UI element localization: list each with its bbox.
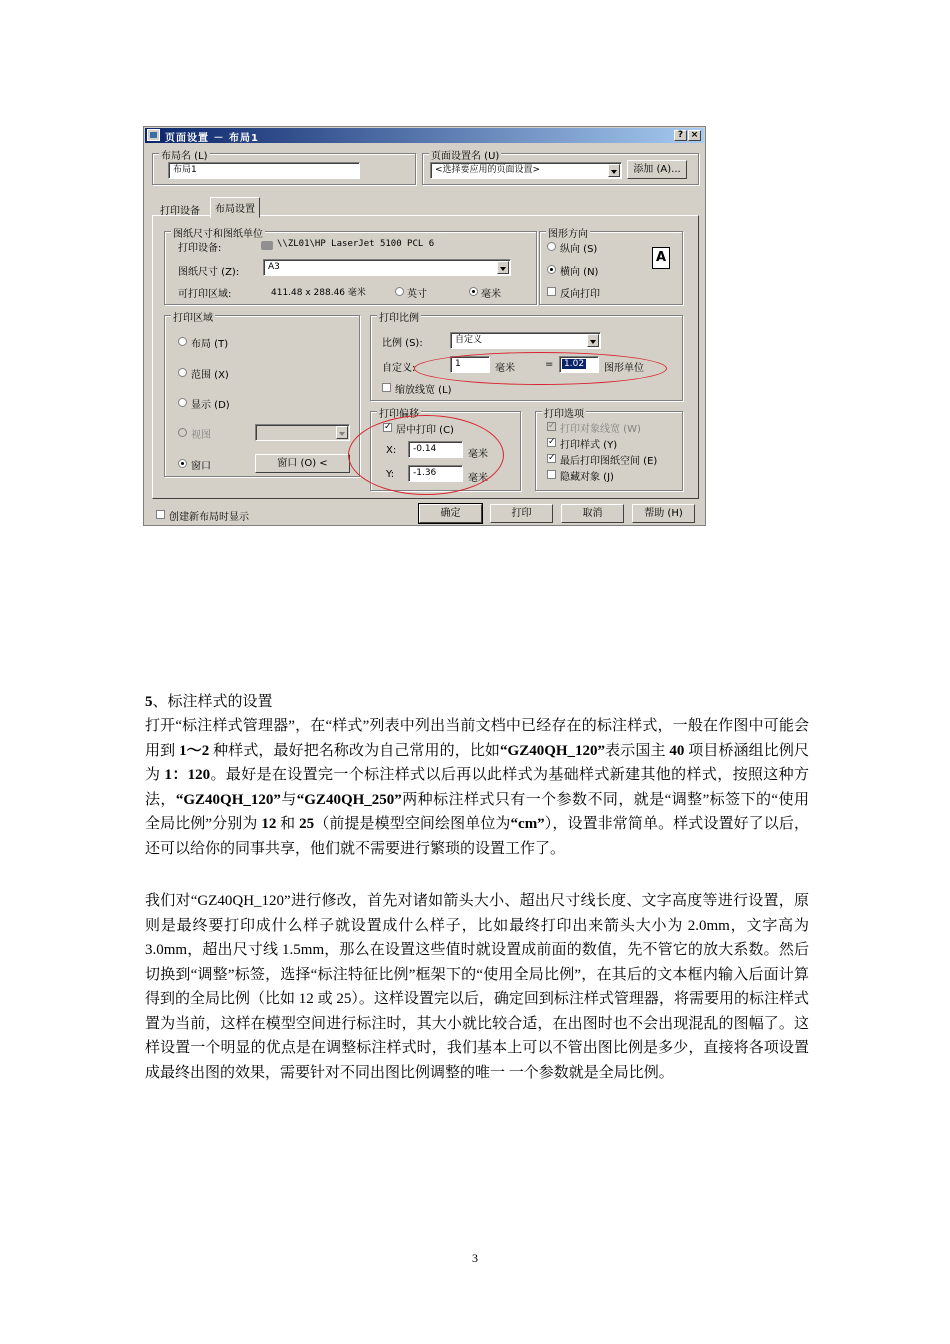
show-on-new-layout-label: 创建新布局时显示 [169, 512, 249, 523]
close-icon[interactable]: × [688, 130, 701, 141]
dialog-titlebar[interactable] [145, 128, 704, 143]
orientation-preview-icon: A [652, 247, 670, 269]
scale-lineweights-checkbox[interactable] [382, 383, 391, 392]
chevron-down-icon[interactable] [497, 261, 509, 274]
paragraph-2: 我们对“GZ40QH_120”进行修改，首先对诸如箭头大小、超出尺寸线长度、文字高度等进行设置，原则是最终要打印成什么样子就设置成什么样子，比如最终打印出来箭头大小为 2.0mm，文字高为 3.0mm，超出尺寸线 1.5mm，那么在设置这些值时就设置成前面的数值，先不管它的放大系数。然后切换到“调整”标签，选择“标注特征比例”框架下的“使用全局比例”，在其后的文本框内输入后面计算得到的全局比例（比如 12 或 25）。这样设置完以后，确定回到标注样式管理器，将需要用的标注样式置为当前，这样在模型空间进行标注时，其大小就比较合适，在出图时也不会出现混乱的图幅了。这样设置一个明显的优点是在调整标注样式时，我们基本上可以不管出图比例是多少，直接将各项设置成最终出图的效果，需要针对不同出图比例调整的唯一 一个参数就是全局比例。 [145, 893, 809, 1081]
x-offset-unit: 毫米 [468, 449, 488, 460]
layout-radio-label: 布局 (T) [191, 339, 229, 350]
page-setup-name-select[interactable] [430, 162, 622, 179]
paper-size-group-title: 图纸尺寸和图纸单位 [171, 225, 265, 240]
landscape-radio[interactable] [547, 265, 556, 274]
chevron-down-icon[interactable] [336, 426, 348, 439]
extents-radio[interactable] [178, 368, 187, 377]
center-plot-checkbox[interactable]: ✓ [384, 422, 392, 432]
paragraph-1-run: 与 [280, 791, 297, 808]
reverse-checkbox[interactable] [547, 287, 556, 296]
paragraph-1-run: 。最好是在设置完一个标注样式以后再以此样式为基础样式新建其他的样式，按照这种方法， [145, 767, 809, 808]
hide-objects-checkbox[interactable] [547, 470, 556, 479]
plot-button[interactable]: 打印 [490, 504, 553, 523]
x-offset-input[interactable]: -0.14 [408, 441, 463, 458]
y-offset-input[interactable]: -1.36 [408, 465, 463, 482]
window-radio-label: 窗口 [191, 461, 211, 472]
paragraph-1-run: 和 [276, 816, 300, 832]
page-setup-name-label: 页面设置名 (U) [429, 147, 501, 162]
help-button[interactable]: 帮助 (H) [632, 504, 695, 523]
cancel-button[interactable]: 取消 [561, 504, 624, 523]
custom-mm-input[interactable]: 1 [450, 356, 490, 373]
inch-radio[interactable] [395, 287, 404, 296]
paragraph-1-run: “GZ40QH_250” [296, 791, 402, 808]
printer-icon [261, 241, 273, 250]
plot-device-label: 打印设备: [178, 243, 222, 254]
window-pick-button[interactable]: 窗口 (O) < [255, 454, 350, 473]
portrait-radio[interactable] [547, 242, 556, 251]
center-plot-label: 居中打印 (C) [396, 425, 454, 436]
plot-device-value: \\ZL01\HP LaserJet 5100 PCL 6 [277, 239, 435, 249]
paragraph-1-run: 1～2 [179, 742, 210, 759]
add-button[interactable]: 添加 (A)... [627, 160, 687, 179]
annotation-ellipse-scale [414, 352, 667, 385]
annotation-ellipse-offset [348, 415, 504, 495]
tab-plot-device[interactable]: 打印设备 [160, 206, 200, 217]
equals-sign: = [545, 359, 554, 370]
y-offset-unit: 毫米 [468, 473, 488, 484]
view-select[interactable] [255, 424, 350, 441]
chevron-down-icon[interactable] [587, 334, 599, 347]
paragraph-1-run: 25 [299, 816, 315, 832]
ok-button[interactable]: 确定 [419, 504, 482, 523]
printable-area-label: 可打印区域: [178, 289, 232, 300]
paragraph-1-run: 两种标注样式只有一个参数不同，就是“调整”标签下的“使用全局比例”分别为 [145, 791, 809, 832]
landscape-label: 横向 (N) [560, 267, 599, 278]
paragraph-1-run: 项目桥涵组比例尺为 [145, 742, 809, 783]
layout-name-input[interactable]: 布局1 [168, 162, 360, 179]
scale-lineweights-label: 缩放线宽 (L) [395, 385, 452, 396]
paper-size-value: A3 [268, 262, 280, 272]
window-radio[interactable] [178, 459, 187, 468]
paragraph-1-run: ），设置非常简单。样式设置好了以后，还可以给你的同事共享，他们就不需要进行繁琐的设置工作了。 [145, 816, 809, 857]
paper-size-label: 图纸尺寸 (Z): [178, 267, 240, 278]
paragraph-1-run: “GZ40QH_120” [500, 742, 606, 759]
plot-styles-checkbox[interactable]: ✓ [548, 437, 556, 447]
page-setup-dialog [143, 126, 706, 526]
mm-label: 毫米 [481, 289, 501, 300]
paperspace-last-label: 最后打印图纸空间 (E) [560, 456, 658, 467]
paragraph-1-run: 打开“标注样式管理器”，在“样式”列表中列出当前文档中已经存在的标注样式，一般在作图中可能会用到 [145, 718, 809, 759]
paragraph-1-run: 表示国主 [605, 742, 670, 759]
extents-radio-label: 范围 (X) [191, 370, 229, 381]
view-radio-label: 视图 [191, 430, 211, 441]
drawing-units-label: 图形单位 [604, 363, 644, 374]
layout-radio[interactable] [178, 337, 187, 346]
scale-value: 自定义 [455, 335, 483, 345]
section-title: 、标注样式的设置 [152, 694, 273, 710]
custom-mm-unit: 毫米 [495, 363, 515, 374]
help-title-button[interactable]: ? [674, 130, 687, 141]
plot-area-group-title: 打印区域 [171, 309, 215, 324]
page-setup-name-value: <选择要应用的页面设置> [435, 165, 541, 175]
portrait-label: 纵向 (S) [560, 244, 598, 255]
object-lineweights-label: 打印对象线宽 (W) [560, 424, 641, 435]
paragraph-1-run: 1：120 [164, 767, 211, 783]
dialog-title: 页面设置 － 布局1 [165, 133, 259, 144]
hide-objects-label: 隐藏对象 (J) [560, 472, 614, 483]
inch-label: 英寸 [407, 289, 427, 300]
paperspace-last-checkbox[interactable]: ✓ [548, 453, 556, 463]
paragraph-1 [145, 714, 809, 861]
scale-select[interactable] [450, 332, 601, 349]
paragraph-1-run: “GZ40QH_120” [175, 791, 281, 808]
reverse-label: 反向打印 [560, 289, 600, 300]
mm-radio[interactable] [469, 287, 478, 296]
orientation-group-title: 图形方向 [546, 225, 590, 240]
scale-label: 比例 (S): [382, 338, 423, 349]
custom-scale-label: 自定义: [382, 363, 416, 374]
paragraph-1-run: 40 [669, 742, 685, 759]
paper-size-select[interactable] [263, 259, 511, 276]
plot-scale-group-title: 打印比例 [377, 309, 421, 324]
y-offset-label: Y: [386, 469, 395, 480]
display-radio-label: 显示 (D) [191, 400, 230, 411]
chevron-down-icon[interactable] [608, 164, 620, 177]
show-on-new-layout-checkbox[interactable] [156, 510, 165, 519]
plot-styles-label: 打印样式 (Y) [560, 440, 618, 451]
plot-offset-group-title: 打印偏移 [377, 405, 421, 420]
object-lineweights-checkbox[interactable]: ✓ [548, 421, 556, 431]
page-number: 3 [472, 1251, 478, 1265]
drawing-units-value: 1.02 [564, 359, 585, 369]
printable-area-value: 411.48 x 288.46 毫米 [271, 288, 366, 298]
layout-name-label: 布局名 (L) [159, 147, 210, 162]
section-number: 5 [145, 694, 153, 710]
plot-options-group-title: 打印选项 [542, 405, 586, 420]
x-offset-label: X: [386, 445, 397, 456]
paragraph-1-run: 12 [261, 816, 277, 832]
section-heading [145, 690, 273, 711]
view-radio[interactable] [178, 428, 187, 437]
tab-layout-settings[interactable]: 布局设置 [210, 197, 260, 218]
display-radio[interactable] [178, 398, 187, 407]
paragraph-1-run: （前提是模型空间绘图单位为 [314, 816, 511, 832]
app-icon [147, 129, 160, 141]
paragraph-1-run: “cm” [510, 816, 545, 832]
paragraph-1-run: 种样式，最好把名称改为自己常用的，比如 [209, 742, 501, 759]
